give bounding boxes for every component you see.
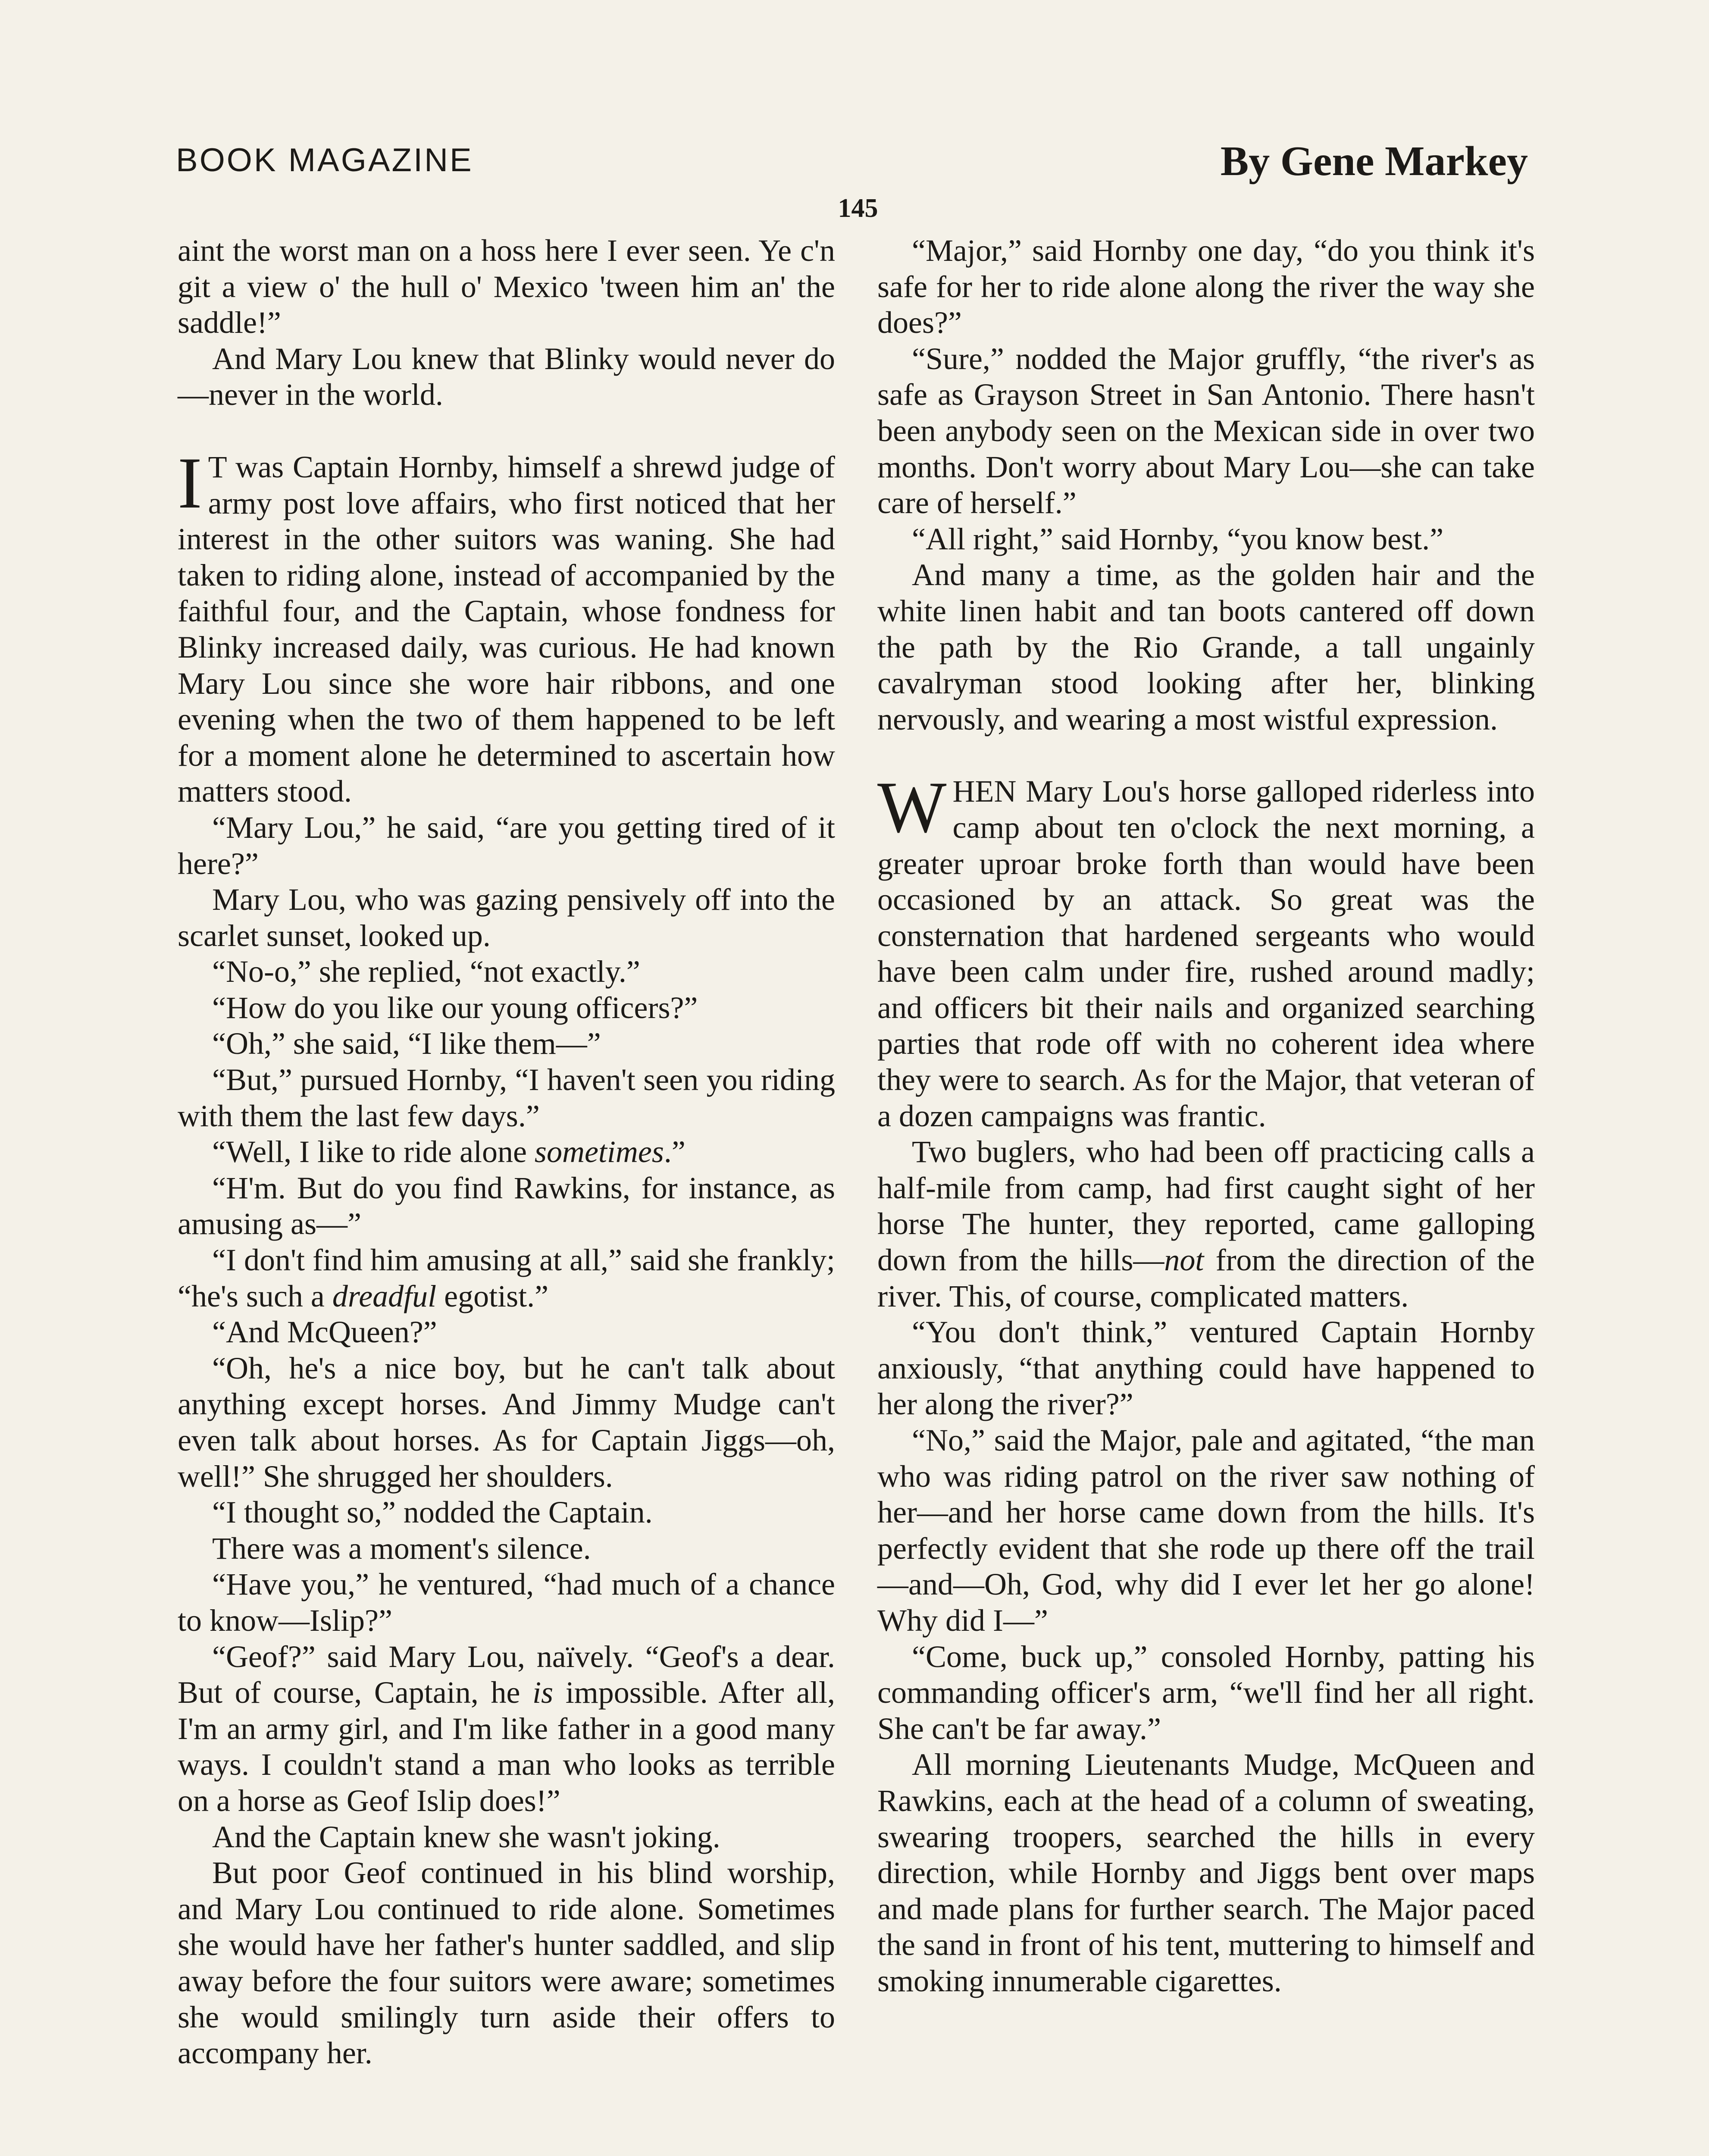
section-paragraph: WHEN Mary Lou's horse galloped riderless into camp about ten o'clock the next morning, a greater uproar broke forth than would have been occasioned by an attack. So great was the consternation that hardened sergeants who would have been calm under fire, rushed around madly; and officers bit their nails and organized searching parties that rode off with no coherent idea where they were to search. As for the Major, that veteran of a dozen campaigns was frantic. [877,767,1535,1133]
paragraph: “All right,” said Hornby, “you know best.” [912,521,1444,556]
author-byline: By Gene Markey [1220,138,1528,185]
paragraph: And the Captain knew she wasn't joking. [212,1819,720,1854]
paragraph: There was a moment's silence. [212,1531,591,1566]
drop-cap: W [877,767,947,848]
left-column [178,233,835,2071]
paragraph: “Have you,” he ventured, “had much of a chance to know—Islip?” [178,1567,835,1638]
paragraph: “And McQueen?” [212,1315,437,1350]
paragraph: “Sure,” nodded the Major gruffly, “the river's as safe as Grayson Street in San Antonio. There hasn't been anybody seen on the Mexican side in over two months. Don't worry about Mary Lou—she can take care of herself.” [877,341,1535,520]
paragraph: All morning Lieutenants Mudge, McQueen and Rawkins, each at the head of a column of sweating, swearing troopers, searched the hills in every direction, while Hornby and Jiggs bent over maps and made plans for further search. The Major paced the sand in front of his tent, muttering to himself and smoking innumerable cigarettes. [877,1747,1535,1998]
paragraph: “No-o,” she replied, “not exactly.” [212,954,640,989]
paragraph: “Oh,” she said, “I like them—” [212,1026,601,1061]
paragraph: “I thought so,” nodded the Captain. [212,1495,653,1530]
right-column [877,233,1535,1999]
paragraph: “Well, I like to ride alone sometimes.” [212,1134,685,1169]
paragraph: “You don't think,” ventured Captain Hornby anxiously, “that anything could have happened to her along the river?” [877,1315,1535,1422]
drop-cap: I [178,442,202,523]
paragraph: “I don't find him amusing at all,” said she frankly; “he's such a dreadful egotist.” [178,1243,835,1313]
magazine-title: BOOK MAGAZINE [176,142,473,179]
paragraph: “Major,” said Hornby one day, “do you think it's safe for her to ride alone along the river the way she does?” [877,233,1535,340]
paragraph: “Geof?” said Mary Lou, naïvely. “Geof's a dear. But of course, Captain, he is impossible. After all, I'm an army girl, and I'm like father in a good many ways. I couldn't stand a man who looks as terrible on a horse as Geof Islip does!” [178,1639,835,1818]
paragraph: But poor Geof continued in his blind worship, and Mary Lou continued to ride alone. Sometimes she would have her father's hunter saddled, and slip away before the four suitors were aware; sometimes she would smilingly turn aside their offers to accompany her. [178,1855,835,2071]
paragraph: “No,” said the Major, pale and agitated, “the man who was riding patrol on the river saw nothing of her—and her horse came down from the hills. It's perfectly evident that she rode up there off the trail—and—Oh, God, why did I ever let her go alone! Why did I—” [877,1423,1535,1638]
paragraph: “But,” pursued Hornby, “I haven't seen you riding with them the last few days.” [178,1062,835,1133]
paragraph: “Oh, he's a nice boy, but he can't talk about anything except horses. And Jimmy Mudge can't even talk about horses. As for Captain Jiggs—oh, well!” She shrugged her shoulders. [178,1351,835,1494]
page-number: 145 [838,194,878,223]
paragraph: “How do you like our young officers?” [212,990,698,1025]
paragraph: Mary Lou, who was gazing pensively off into the scarlet sunset, looked up. [178,882,835,953]
paragraph: And Mary Lou knew that Blinky would never do—never in the world. [178,341,835,412]
paragraph: “Come, buck up,” consoled Hornby, patting his commanding officer's arm, “we'll find her all right. She can't be far away.” [877,1639,1535,1746]
paragraph: And many a time, as the golden hair and the white linen habit and tan boots cantered off down the path by the Rio Grande, a tall ungainly cavalryman stood looking after her, blinking nervously, and wearing a most wistful expression. [877,558,1535,736]
paragraph: Two buglers, who had been off practicing calls a half-mile from camp, had first caught sight of her horse The hunter, they reported, came galloping down from the hills—not from the direction of the river. This, of course, complicated matters. [877,1134,1535,1313]
paragraph: “Mary Lou,” he said, “are you getting tired of it here?” [178,810,835,881]
paragraph: “H'm. But do you find Rawkins, for instance, as amusing as—” [178,1170,835,1241]
section-paragraph: I T was Captain Hornby, himself a shrewd judge of army post love affairs, who first noticed that her interest in the other suitors was waning. She had taken to riding alone, instead of accompanied by the faithful four, and the Captain, whose fondness for Blinky increased daily, was curious. He had known Mary Lou since she wore hair ribbons, and one evening when the two of them happened to be left for a moment alone he determined to ascertain how matters stood. [178,442,835,809]
paragraph: aint the worst man on a hoss here I ever seen. Ye c'n git a view o' the hull o' Mexico 'tween him an' the saddle!” [178,233,835,340]
